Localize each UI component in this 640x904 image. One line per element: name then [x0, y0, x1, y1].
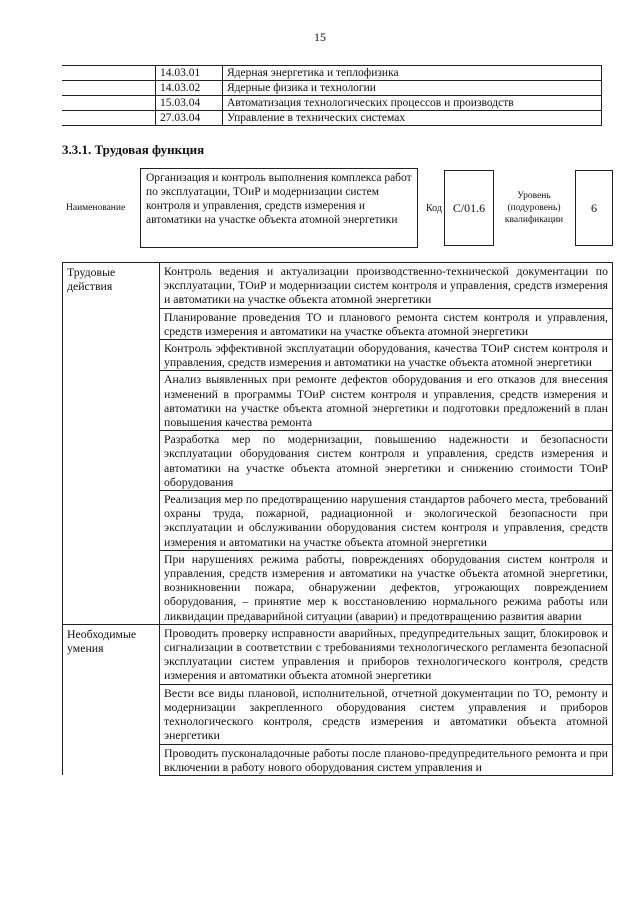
spec-code: 15.03.04 [156, 96, 223, 111]
page-number: 15 [314, 30, 326, 44]
table-row [63, 624, 613, 684]
qualification-level: 6 [575, 170, 613, 246]
table-row [62, 96, 602, 111]
spec-name: Ядерные физика и технологии [223, 81, 602, 96]
skill: Вести все виды плановой, исполнительной, отчетной документации по ТО, ремонту и модернизации закрепленного оборудования систем управления и приборов технологического контроля, средств измерения и автоматики объекта атомной энергетики [160, 684, 613, 744]
skill: Проводить проверку исправности аварийных, предупредительных защит, блокировок и сигнализации в соответствии с требованиями технологического регламента безопасной эксплуатации систем управления и приборов технологического контроля, средств измерения и автоматики объекта атомной энергетики [160, 624, 613, 684]
labor-actions-label: Трудовые действия [63, 263, 160, 309]
function-name-label: Наименование [66, 203, 126, 213]
table-row [62, 81, 602, 96]
labor-action: Контроль ведения и актуализации производственно-технической документации по эксплуатации, ТОиР и модернизации систем контроля и управления, средств измерения и автоматики на участке объекта атомной энергетики [160, 263, 613, 309]
function-code: С/01.6 [444, 170, 494, 246]
labor-action: Планирование проведения ТО и планового ремонта систем контроля и управления, средств измерения и автоматики на участке объекта атомной энергетики [160, 308, 613, 339]
table-row [63, 263, 613, 309]
labor-action: Разработка мер по модернизации, повышению надежности и безопасности эксплуатации оборудования систем контроля и управления, средств измерения и автоматики на участке объекта атомной энергетики и снижению стоимости ТОиР оборудования [160, 431, 613, 491]
table-row [63, 550, 613, 624]
education-codes-table [62, 65, 602, 126]
spec-code: 27.03.04 [156, 111, 223, 126]
labor-action: Контроль эффективной эксплуатации оборудования, качества ТОиР систем контроля и управления, средств измерения и автоматики на участке объекта атомной энергетики [160, 340, 613, 371]
skills-label: Необходимые умения [63, 624, 160, 684]
labor-action: Анализ выявленных при ремонте дефектов оборудования и его отказов для внесения изменений в программы ТОиР систем контроля и управления, средств измерения и автоматики на участке объекта атомной энергетики и подготовки предложений в план повышения качества ремонта [160, 371, 613, 431]
spec-code: 14.03.01 [156, 66, 223, 81]
spec-name: Ядерная энергетика и теплофизика [223, 66, 602, 81]
function-name: Организация и контроль выполнения комплекса работ по эксплуатации, ТОиР и модернизации систем контроля и управления, средств измерения и автоматики на участке объекта атомной энергетики [140, 168, 418, 248]
table-row [63, 744, 613, 775]
labor-action: При нарушениях режима работы, повреждениях оборудования систем контроля и управления, средств измерения и автоматики на участке объекта атомной энергетики, возникновении пожара, обнаружении дефектов, угрожающих повреждением оборудования, – принятие мер к восстановлению нормального режима работы или ликвидации предаварийной ситуации (аварии) и предотвращению развития аварии [160, 550, 613, 624]
section-title: 3.3.1. Трудовая функция [62, 142, 205, 157]
labor-action: Реализация мер по предотвращению нарушения стандартов рабочего места, требований охраны труда, пожарной, радиационной и экологической безопасности при эксплуатации и обслуживании оборудования систем контроля и управления, средств измерения и автоматики на участке объекта атомной энергетики [160, 491, 613, 551]
function-code-label: Код [426, 203, 442, 214]
table-row [63, 308, 613, 339]
table-row [63, 340, 613, 371]
qualification-level-label: Уровень (подуровень) квалификации [504, 191, 564, 225]
labor-function-table [62, 262, 613, 776]
spec-code: 14.03.02 [156, 81, 223, 96]
table-row [63, 684, 613, 744]
spec-name: Автоматизация технологических процессов и производств [223, 96, 602, 111]
table-row [63, 491, 613, 551]
table-row [63, 431, 613, 491]
table-row [62, 66, 602, 81]
skill: Проводить пусконаладочные работы после планово-предупредительного ремонта и при включении в работу нового оборудования систем управления и [160, 744, 613, 775]
spec-name: Управление в технических системах [223, 111, 602, 126]
table-row [63, 371, 613, 431]
table-row [62, 111, 602, 126]
